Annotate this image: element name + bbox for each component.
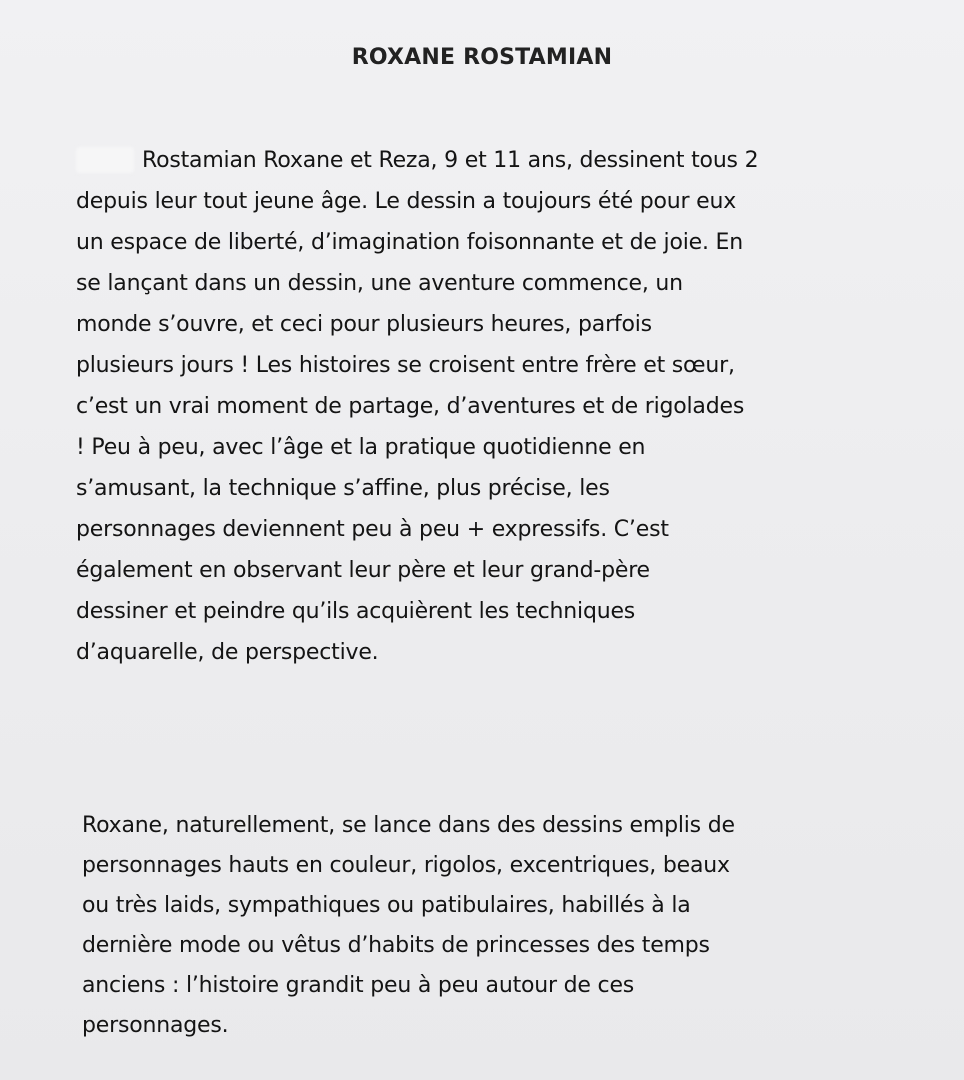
paragraph-line: c’est un vrai moment de partage, d’aventures et de rigolades xyxy=(76,394,745,419)
paragraph-line xyxy=(76,140,758,181)
paragraph-intro xyxy=(76,140,758,673)
paragraph-line: ! Peu à peu, avec l’âge et la pratique quotidienne en xyxy=(76,435,646,460)
paragraph-line: d’aquarelle, de perspective. xyxy=(76,640,379,665)
paragraph-line: anciens : l’histoire grandit peu à peu autour de ces xyxy=(82,973,635,998)
paragraph-line: depuis leur tout jeune âge. Le dessin a toujours été pour eux xyxy=(76,189,737,214)
paragraph-line: monde s’ouvre, et ceci pour plusieurs heures, parfois xyxy=(76,312,652,337)
paragraph-line: également en observant leur père et leur grand-père xyxy=(76,558,650,583)
document-title: ROXANE ROSTAMIAN xyxy=(351,45,613,70)
paragraph-line: s’amusant, la technique s’affine, plus précise, les xyxy=(76,476,610,501)
paragraph-line: personnages deviennent peu à peu + expressifs. C’est xyxy=(76,517,669,542)
paragraph-line: personnages hauts en couleur, rigolos, excentriques, beaux xyxy=(82,853,730,878)
paragraph-line: dernière mode ou vêtus d’habits de princesses des temps xyxy=(82,933,710,958)
redacted-area xyxy=(76,147,134,173)
paragraph-line: se lançant dans un dessin, une aventure commence, un xyxy=(76,271,683,296)
paragraph-line-text: Rostamian Roxane et Reza, 9 et 11 ans, dessinent tous 2 xyxy=(142,148,759,173)
paragraph-roxane xyxy=(82,806,735,1046)
paragraph-line: Roxane, naturellement, se lance dans des dessins emplis de xyxy=(82,813,735,838)
paragraph-line: personnages. xyxy=(82,1013,229,1038)
paragraph-line: ou très laids, sympathiques ou patibulaires, habillés à la xyxy=(82,893,691,918)
paragraph-line: dessiner et peindre qu’ils acquièrent les techniques xyxy=(76,599,636,624)
paragraph-line: plusieurs jours ! Les histoires se croisent entre frère et sœur, xyxy=(76,353,735,378)
paragraph-line: un espace de liberté, d’imagination foisonnante et de joie. En xyxy=(76,230,743,255)
